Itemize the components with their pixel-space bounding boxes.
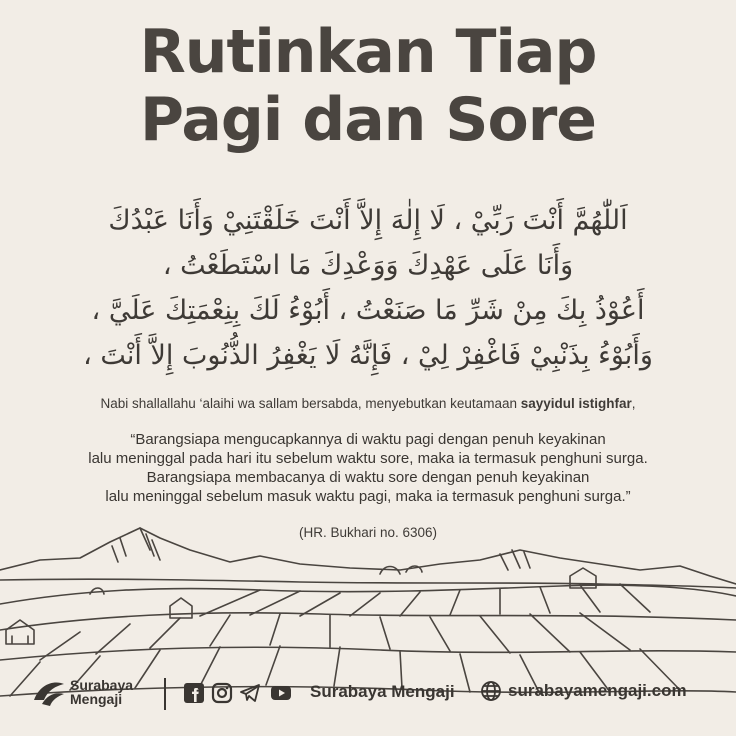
intro-emphasis: sayyidul istighfar xyxy=(520,396,632,411)
hadith-line: lalu meninggal sebelum masuk waktu pagi, maka ia termasuk penghuni surga.” xyxy=(105,488,631,505)
website-link[interactable] xyxy=(480,680,687,702)
website-url: surabayamengaji.com xyxy=(508,681,687,700)
dua-line: أَعُوْذُ بِكَ مِنْ شَرِّ مَا صَنَعْتُ ، أَبُوْءُ لَكَ بِنِعْمَتِكَ عَلَيَّ ، xyxy=(91,295,645,326)
telegram-icon[interactable] xyxy=(239,682,261,704)
hadith-line: lalu meninggal pada hari itu sebelum waktu sore, maka ia termasuk penghuni surga. xyxy=(88,450,648,467)
brand-emblem-icon xyxy=(32,676,66,708)
hadith-line: “Barangsiapa mengucapkannya di waktu pagi dengan penuh keyakinan xyxy=(130,431,606,448)
title-line-2: Pagi dan Sore xyxy=(139,85,596,155)
brand-name-line-1: Surabaya xyxy=(70,677,134,693)
title-line-1: Rutinkan Tiap xyxy=(139,17,597,87)
hadith-quote xyxy=(10,430,726,506)
arabic-dua xyxy=(20,198,716,378)
channel-name[interactable]: Surabaya Mengaji xyxy=(310,682,455,701)
brand-name xyxy=(70,678,133,706)
instagram-icon[interactable] xyxy=(211,682,233,704)
hadith-line: Barangsiapa membacanya di waktu sore dengan penuh keyakinan xyxy=(146,469,590,486)
globe-icon xyxy=(480,680,502,702)
facebook-icon[interactable] xyxy=(183,682,205,704)
intro-text xyxy=(10,396,726,411)
dua-line: وَأَبُوْءُ بِذَنْبِيْ فَاغْفِرْ لِيْ ، فَإِنَّهُ لَا يَغْفِرُ الذُّنُوبَ إِلاَّ أَنْتَ ، xyxy=(83,340,653,371)
footer xyxy=(0,672,736,716)
youtube-icon[interactable] xyxy=(267,682,295,704)
page-title xyxy=(0,18,736,154)
brand-logo[interactable] xyxy=(32,676,133,708)
brand-name-line-2: Mengaji xyxy=(70,691,123,707)
dua-line: وَأَنَا عَلَى عَهْدِكَ وَوَعْدِكَ مَا اسْتَطَعْتُ ، xyxy=(162,250,574,281)
social-links xyxy=(183,682,295,704)
footer-divider xyxy=(164,678,166,710)
intro-sentence: Nabi shallallahu ‘alaihi wa sallam bersabda, menyebutkan keutamaan xyxy=(100,396,521,411)
intro-suffix: , xyxy=(631,396,636,411)
dua-line: اَللّٰهُمَّ أَنْتَ رَبِّيْ ، لَا إِلٰهَ إِلاَّ أَنْتَ خَلَقْتَنِيْ وَأَنَا عَبْدُكَ xyxy=(108,205,628,236)
hadith-source: (HR. Bukhari no. 6306) xyxy=(298,525,438,540)
